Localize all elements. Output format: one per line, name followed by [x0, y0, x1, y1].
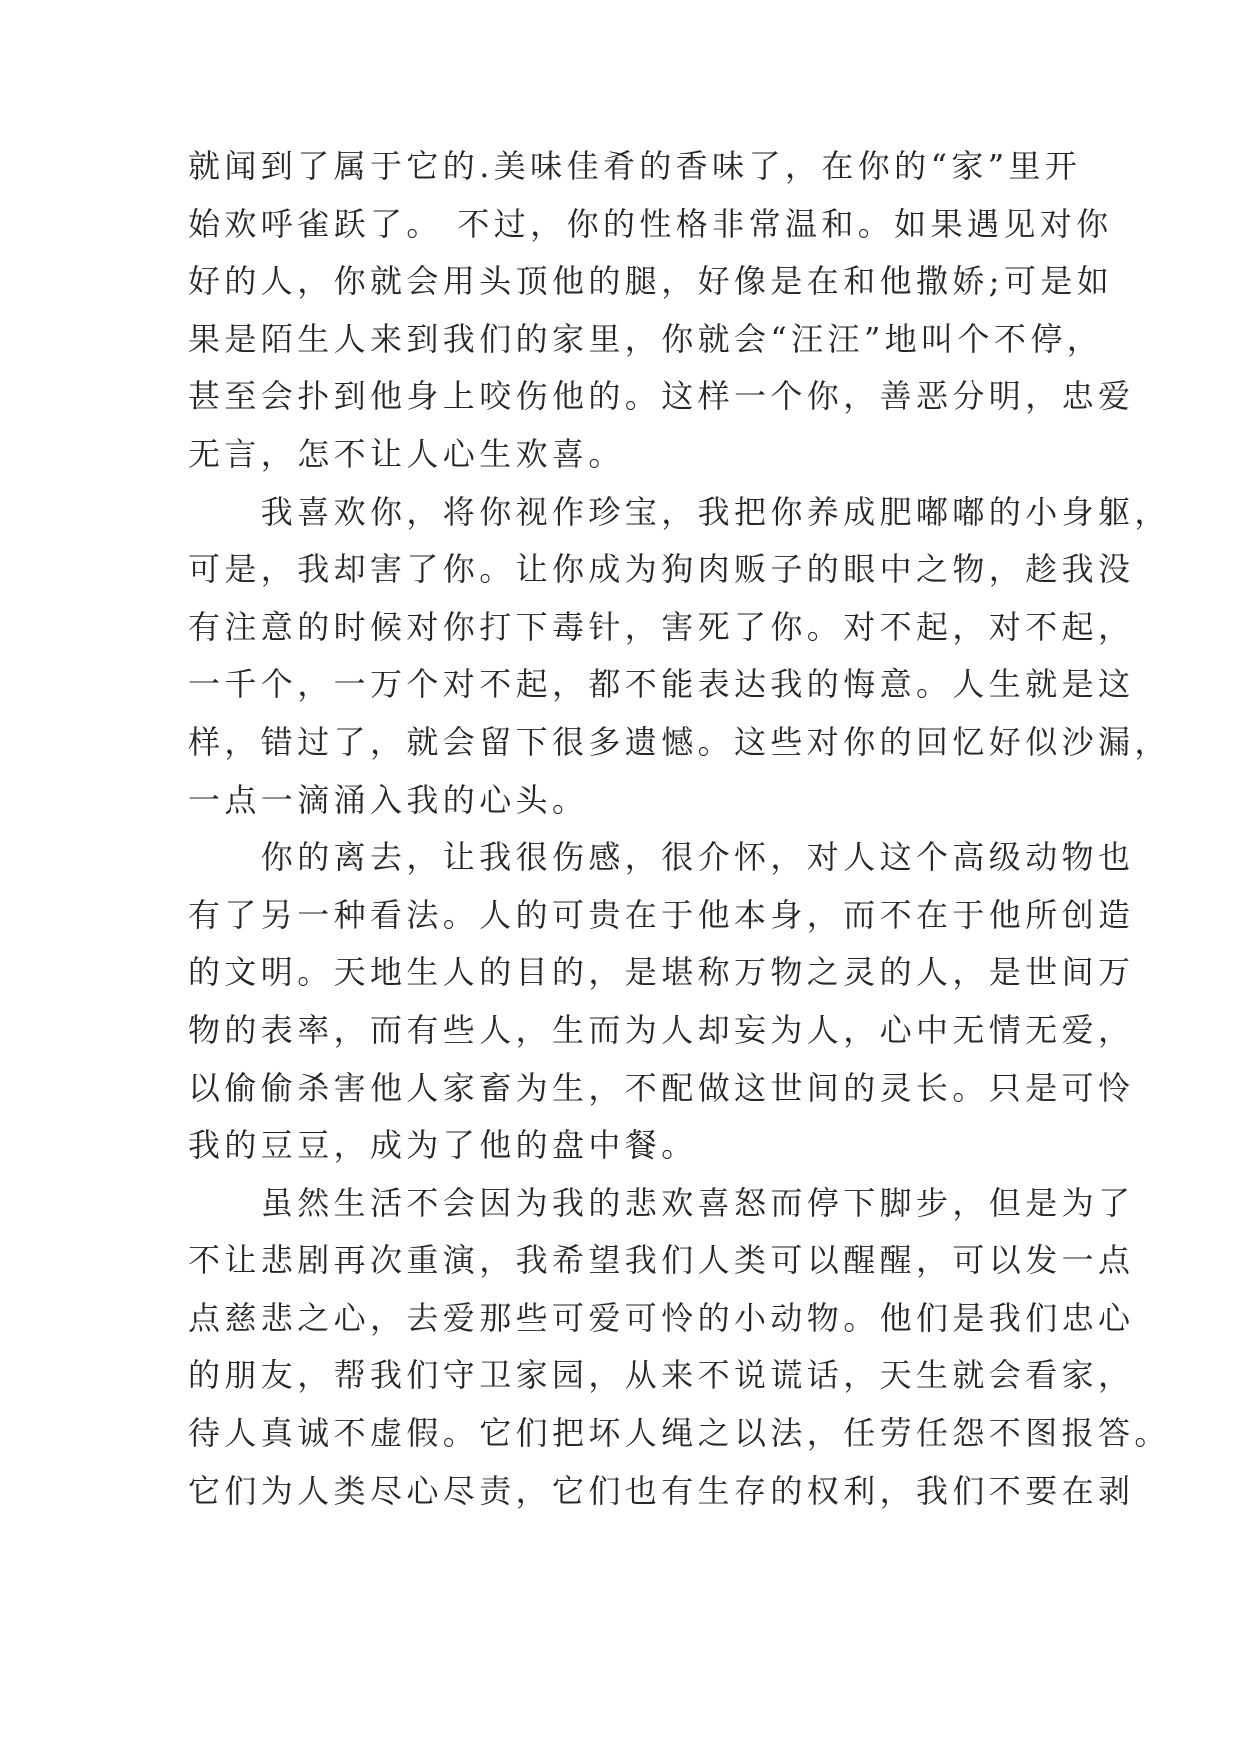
text-line: 就闻到了属于它的.美味佳肴的香味了，在你的“家”里开	[188, 147, 1082, 185]
text-line: 始欢呼雀跃了。 不过，你的性格非常温和。如果遇见对你	[188, 204, 1113, 243]
text-line: 有了另一种看法。人的可贵在于他本身，而不在于他所创造	[188, 895, 1135, 934]
text-line: 甚至会扑到他身上咬伤他的。这样一个你，善恶分明，忠爱	[188, 377, 1135, 416]
text-line: 果是陌生人来到我们的家里，你就会“汪汪”地叫个不停，	[188, 319, 1104, 358]
text-line: 有注意的时候对你打下毒针，害死了你。对不起，对不起，	[188, 607, 1135, 646]
text-line: 可是，我却害了你。让你成为狗肉贩子的眼中之物，趁我没	[188, 550, 1135, 589]
text-line: 以偷偷杀害他人家畜为生，不配做这世间的灵长。只是可怜	[188, 1068, 1135, 1107]
text-line: 一千个，一万个对不起，都不能表达我的悔意。人生就是这	[188, 665, 1135, 704]
text-line: 我的豆豆，成为了他的盘中餐。	[188, 1126, 698, 1165]
text-line: 你的离去，让我很伤感，很介怀，对人这个高级动物也	[188, 838, 1135, 877]
text-line: 无言，怎不让人心生欢喜。	[188, 434, 625, 473]
paragraph-3	[188, 829, 1135, 1175]
text-line: 的朋友，帮我们守卫家园，从来不说谎话，天生就会看家，	[188, 1356, 1135, 1395]
text-line: 一点一滴涌入我的心头。	[188, 780, 589, 819]
text-line: 不让悲剧再次重演，我希望我们人类可以醒醒，可以发一点	[188, 1241, 1135, 1280]
text-line: 虽然生活不会因为我的悲欢喜怒而停下脚步，但是为了	[188, 1183, 1135, 1222]
text-line: 的文明。天地生人的目的，是堪称万物之灵的人，是世间万	[188, 953, 1135, 992]
text-line: 待人真诚不虚假。它们把坏人绳之以法，任劳任怨不图报答。	[188, 1414, 1171, 1453]
text-line: 样，错过了，就会留下很多遗憾。这些对你的回忆好似沙漏，	[188, 722, 1171, 761]
paragraph-4	[188, 1175, 1171, 1521]
text-line: 点慈悲之心，去爱那些可爱可怜的小动物。他们是我们忠心	[188, 1298, 1135, 1337]
text-line: 我喜欢你，将你视作珍宝，我把你养成肥嘟嘟的小身躯，	[188, 492, 1171, 531]
paragraph-2	[188, 484, 1171, 830]
body-text	[188, 138, 1171, 1520]
text-line: 它们为人类尽心尽责，它们也有生存的权利，我们不要在剥	[188, 1471, 1135, 1510]
text-line: 好的人，你就会用头顶他的腿，好像是在和他撒娇;可是如	[188, 262, 1114, 301]
text-line: 物的表率，而有些人，生而为人却妄为人，心中无情无爱，	[188, 1010, 1135, 1049]
paragraph-1	[188, 138, 1135, 484]
